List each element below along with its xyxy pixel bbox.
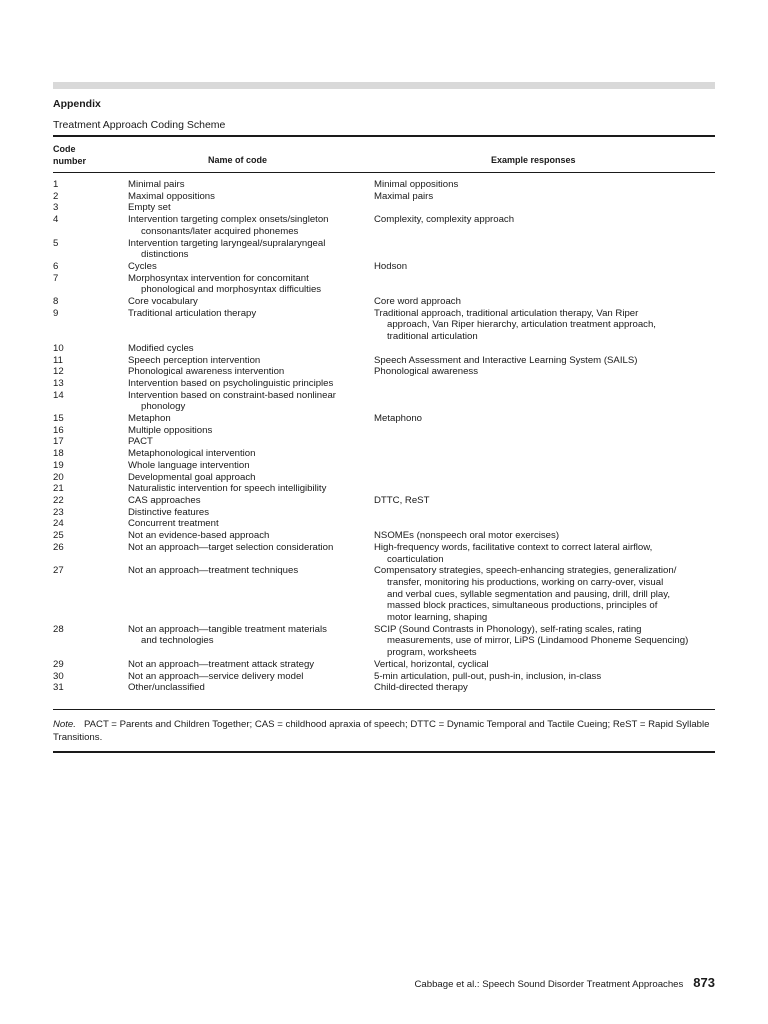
example-response-line: DTTC, ReST: [374, 494, 430, 506]
code-number-cell: 3: [53, 202, 59, 214]
code-number-cell: 15: [53, 413, 64, 425]
example-response-cell: [374, 261, 715, 273]
example-response-cell: [374, 495, 715, 507]
code-name-line: and technologies: [141, 635, 214, 647]
example-response-line: 5-min articulation, pull-out, push-in, inclusion, in-class: [374, 670, 602, 682]
code-number-cell: 13: [53, 377, 64, 389]
code-number-cell: 12: [53, 366, 64, 378]
table-row: [53, 413, 715, 425]
example-response-cell: [374, 191, 715, 203]
code-number-cell: 29: [53, 658, 64, 670]
code-name-cell: [128, 179, 374, 191]
example-response-line: Compensatory strategies, speech-enhancing strategies, generalization/: [374, 565, 677, 577]
code-name-line: Intervention based on constraint-based nonlinear: [128, 389, 337, 401]
table-row: [53, 659, 715, 671]
code-number-cell: 9: [53, 307, 59, 319]
code-name-cell: [128, 460, 374, 472]
code-name-cell: [128, 413, 374, 425]
example-response-cell: [374, 448, 715, 460]
table-row: [53, 308, 715, 343]
code-name-line: Core vocabulary: [128, 296, 198, 308]
code-name-line: consonants/later acquired phonemes: [141, 225, 299, 237]
example-response-line: massed block practices, simultaneous productions, principles of: [387, 600, 658, 612]
code-name-cell: [128, 378, 374, 390]
code-number-cell: 6: [53, 260, 59, 272]
table-row: [53, 296, 715, 308]
example-response-line: Complexity, complexity approach: [374, 214, 515, 226]
example-response-cell: [374, 624, 715, 659]
note-label: Note.: [53, 719, 76, 730]
code-number-cell: 17: [53, 436, 64, 448]
code-number-cell: 21: [53, 483, 64, 495]
table-row: [53, 682, 715, 694]
example-response-cell: [374, 296, 715, 308]
code-name-line: distinctions: [141, 249, 189, 261]
code-name-line: Developmental goal approach: [128, 471, 256, 483]
code-name-line: Not an approach—target selection consideration: [128, 541, 334, 553]
table-row: [53, 202, 715, 214]
code-name-cell: [128, 214, 374, 237]
column-header-name: Name of code: [208, 155, 268, 165]
example-response-line: program, worksheets: [387, 647, 477, 659]
code-name-cell: [128, 448, 374, 460]
table-note: [53, 718, 715, 744]
example-response-cell: [374, 214, 715, 237]
example-response-cell: [374, 659, 715, 671]
table-row: [53, 460, 715, 472]
code-number-cell: 2: [53, 190, 59, 202]
example-response-cell: [374, 472, 715, 484]
code-number-cell: 4: [53, 214, 59, 226]
code-name-cell: [128, 366, 374, 378]
example-response-line: and verbal cues, syllable segmentation and pausing, drill, drill play,: [387, 588, 670, 600]
example-response-line: Speech Assessment and Interactive Learning System (SAILS): [374, 354, 638, 366]
table-bottom-rule: [53, 709, 715, 710]
code-name-cell: [128, 507, 374, 519]
code-name-line: Morphosyntax intervention for concomitant: [128, 272, 309, 284]
table-row: [53, 507, 715, 519]
code-name-cell: [128, 273, 374, 296]
note-rule: [53, 751, 715, 753]
code-number-cell: 31: [53, 682, 64, 694]
table-row: [53, 472, 715, 484]
code-name-line: Intervention targeting complex onsets/singleton: [128, 214, 329, 226]
code-number-cell: 25: [53, 530, 64, 542]
code-name-line: phonology: [141, 401, 186, 413]
table-row: [53, 436, 715, 448]
example-response-line: traditional articulation: [387, 331, 478, 343]
code-number-cell: 5: [53, 237, 59, 249]
code-name-cell: [128, 530, 374, 542]
table-row: [53, 448, 715, 460]
example-response-cell: [374, 238, 715, 261]
code-name-line: Not an evidence-based approach: [128, 530, 270, 542]
column-header-code: [53, 143, 86, 167]
example-response-line: Traditional approach, traditional articulation therapy, Van Riper: [374, 307, 639, 319]
code-name-line: Speech perception intervention: [128, 354, 261, 366]
example-response-cell: [374, 530, 715, 542]
table-title: Treatment Approach Coding Scheme: [53, 119, 226, 131]
code-name-cell: [128, 202, 374, 214]
code-number-cell: 16: [53, 424, 64, 436]
code-number-cell: 18: [53, 448, 64, 460]
code-name-cell: [128, 390, 374, 413]
table-row: [53, 191, 715, 203]
example-response-cell: [374, 682, 715, 694]
table-row: [53, 343, 715, 355]
example-response-line: Hodson: [374, 260, 408, 272]
code-number-cell: 19: [53, 459, 64, 471]
example-response-cell: [374, 483, 715, 495]
code-name-cell: [128, 472, 374, 484]
example-response-line: transfer, monitoring his productions, working on carry-over, visual: [387, 576, 664, 588]
code-name-cell: [128, 682, 374, 694]
example-response-line: approach, Van Riper hierarchy, articulation treatment approach,: [387, 319, 656, 331]
code-name-line: CAS approaches: [128, 494, 201, 506]
table-row: [53, 518, 715, 530]
code-number-cell: 1: [53, 179, 59, 190]
code-name-line: Intervention targeting laryngeal/supralaryngeal: [128, 237, 326, 249]
code-name-line: Cycles: [128, 260, 157, 272]
code-name-line: Multiple oppositions: [128, 424, 213, 436]
code-name-line: PACT: [128, 436, 153, 448]
table-row: [53, 238, 715, 261]
example-response-cell: [374, 273, 715, 296]
example-response-cell: [374, 378, 715, 390]
example-response-cell: [374, 390, 715, 413]
example-response-cell: [374, 179, 715, 191]
table-body: [53, 179, 715, 694]
code-name-cell: [128, 565, 374, 624]
code-name-cell: [128, 542, 374, 565]
code-number-cell: 22: [53, 494, 64, 506]
example-response-cell: [374, 308, 715, 343]
example-response-cell: [374, 343, 715, 355]
table-row: [53, 530, 715, 542]
code-name-line: Whole language intervention: [128, 459, 250, 471]
example-response-line: SCIP (Sound Contrasts in Phonology), self-rating scales, rating: [374, 623, 642, 635]
code-name-line: Not an approach—service delivery model: [128, 670, 304, 682]
code-name-cell: [128, 659, 374, 671]
table-row: [53, 214, 715, 237]
table-row: [53, 355, 715, 367]
example-response-line: measurements, use of mirror, LiPS (Lindamood Phoneme Sequencing): [387, 635, 689, 647]
column-header-code-line2: number: [53, 156, 87, 166]
code-name-line: Metaphon: [128, 413, 171, 425]
code-number-cell: 10: [53, 342, 64, 354]
table-row: [53, 390, 715, 413]
code-name-line: Naturalistic intervention for speech intelligibility: [128, 483, 327, 495]
code-name-cell: [128, 308, 374, 343]
code-name-cell: [128, 483, 374, 495]
code-name-line: Traditional articulation therapy: [128, 307, 257, 319]
example-response-line: coarticulation: [387, 553, 444, 565]
code-name-line: Other/unclassified: [128, 682, 205, 694]
example-response-line: Metaphono: [374, 413, 423, 425]
code-number-cell: 8: [53, 296, 59, 308]
example-response-cell: [374, 366, 715, 378]
code-number-cell: 11: [53, 354, 63, 366]
code-number-cell: 28: [53, 623, 64, 635]
example-response-cell: [374, 542, 715, 565]
table-header-rule: [53, 172, 715, 173]
code-name-cell: [128, 261, 374, 273]
table-row: [53, 483, 715, 495]
code-name-cell: [128, 436, 374, 448]
code-name-line: Minimal pairs: [128, 179, 185, 190]
page-number: 873: [693, 975, 715, 990]
code-name-line: Modified cycles: [128, 342, 194, 354]
example-response-line: NSOMEs (nonspeech oral motor exercises): [374, 530, 560, 542]
example-response-line: Phonological awareness: [374, 366, 478, 378]
example-response-cell: [374, 355, 715, 367]
table-row: [53, 542, 715, 565]
example-response-cell: [374, 436, 715, 448]
example-response-cell: [374, 565, 715, 624]
note-text: PACT = Parents and Children Together; CAS = childhood apraxia of speech; DTTC = Dynamic Temporal and Tactile Cueing; ReST = Rapid Syllable Transitions.: [53, 719, 710, 743]
code-name-line: Not an approach—treatment techniques: [128, 565, 299, 577]
code-name-cell: [128, 425, 374, 437]
running-head: Cabbage et al.: Speech Sound Disorder Treatment Approaches: [414, 979, 684, 990]
example-response-cell: [374, 413, 715, 425]
code-name-line: Not an approach—treatment attack strategy: [128, 658, 315, 670]
code-number-cell: 24: [53, 518, 64, 530]
code-name-cell: [128, 296, 374, 308]
example-response-cell: [374, 671, 715, 683]
code-name-line: Metaphonological intervention: [128, 448, 256, 460]
code-name-cell: [128, 518, 374, 530]
table-top-rule: [53, 135, 715, 137]
table-row: [53, 671, 715, 683]
code-name-cell: [128, 238, 374, 261]
example-response-cell: [374, 507, 715, 519]
code-number-cell: 27: [53, 565, 64, 577]
code-name-line: Concurrent treatment: [128, 518, 219, 530]
example-response-line: Child-directed therapy: [374, 682, 468, 694]
example-response-cell: [374, 518, 715, 530]
code-name-cell: [128, 671, 374, 683]
example-response-line: Maximal pairs: [374, 190, 434, 202]
code-number-cell: 23: [53, 506, 64, 518]
code-name-cell: [128, 624, 374, 659]
code-name-line: Intervention based on psycholinguistic principles: [128, 377, 334, 389]
header-bar: [53, 82, 715, 89]
code-name-line: Distinctive features: [128, 506, 210, 518]
code-name-cell: [128, 343, 374, 355]
code-name-line: phonological and morphosyntax difficulties: [141, 284, 322, 296]
table-row: [53, 565, 715, 624]
table-row: [53, 425, 715, 437]
example-response-line: Core word approach: [374, 296, 461, 308]
code-name-line: Not an approach—tangible treatment materials: [128, 623, 327, 635]
example-response-line: Vertical, horizontal, cyclical: [374, 658, 489, 670]
appendix-label: Appendix: [53, 98, 101, 110]
example-response-cell: [374, 202, 715, 214]
column-header-example: Example responses: [491, 155, 576, 165]
code-number-cell: 14: [53, 389, 64, 401]
page-footer: [415, 975, 716, 990]
code-number-cell: 30: [53, 670, 64, 682]
table-row: [53, 495, 715, 507]
example-response-cell: [374, 460, 715, 472]
table-row: [53, 261, 715, 273]
code-name-line: Empty set: [128, 202, 171, 214]
code-name-cell: [128, 191, 374, 203]
table-row: [53, 273, 715, 296]
table-row: [53, 179, 715, 191]
example-response-line: Minimal oppositions: [374, 179, 459, 190]
example-response-line: High-frequency words, facilitative context to correct lateral airflow,: [374, 541, 653, 553]
table-row: [53, 366, 715, 378]
code-number-cell: 20: [53, 471, 64, 483]
table-row: [53, 378, 715, 390]
code-name-line: Phonological awareness intervention: [128, 366, 285, 378]
table-row: [53, 624, 715, 659]
code-name-cell: [128, 495, 374, 507]
code-number-cell: 7: [53, 272, 59, 284]
code-name-cell: [128, 355, 374, 367]
example-response-cell: [374, 425, 715, 437]
column-header-code-line1: Code: [53, 144, 76, 154]
code-number-cell: 26: [53, 541, 64, 553]
code-name-line: Maximal oppositions: [128, 190, 215, 202]
example-response-line: motor learning, shaping: [387, 612, 488, 624]
